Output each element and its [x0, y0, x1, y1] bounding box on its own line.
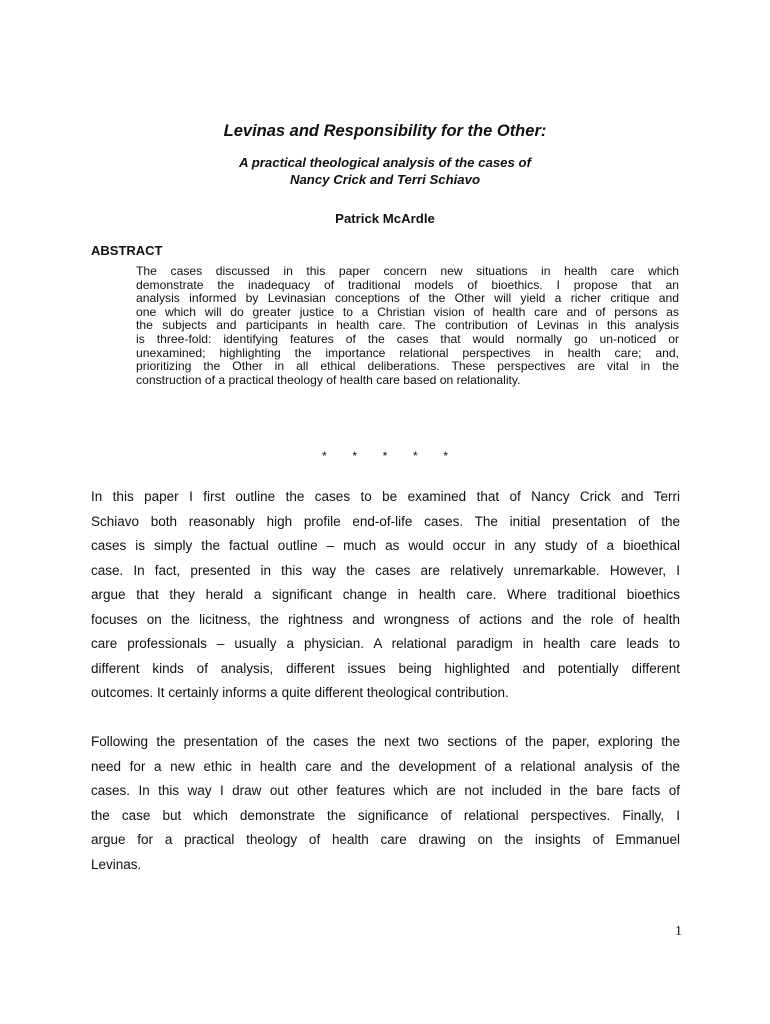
body-paragraph — [91, 730, 680, 877]
paragraph-line: Following the presentation of the cases the next two sections of the paper, exploring the — [91, 734, 680, 749]
author-name: Patrick McArdle — [335, 211, 435, 226]
paragraph-line: focuses on the licitness, the rightness and wrongness of actions and the role of health — [91, 611, 680, 627]
abstract-text — [136, 265, 679, 387]
paper-subtitle — [0, 154, 770, 188]
abstract-line: one which will do greater justice to a Christian vision of health care and of persons as — [136, 304, 679, 319]
paragraph-line: In this paper I first outline the cases to be examined that of Nancy Crick and Terri — [91, 489, 680, 504]
paragraph-line: care professionals – usually a physician. A relational paradigm in health care leads to — [91, 636, 680, 651]
abstract-line: demonstrate the inadequacy of traditional models of bioethics. I propose that an — [136, 277, 679, 292]
separator-asterisk: * — [413, 449, 418, 463]
paragraph-line: argue for a practical theology of health care drawing on the insights of Emmanuel — [91, 832, 680, 847]
paragraph-line: cases is simply the factual outline – much as would occur in any study of a bioethical — [91, 538, 680, 553]
paragraph-line: need for a new ethic in health care and the development of a relational analysis of the — [91, 758, 680, 774]
paragraph-line: the case but which demonstrate the significance of relational perspectives. Finally, I — [91, 807, 680, 823]
abstract-line: construction of a practical theology of health care based on relationality. — [136, 372, 521, 387]
abstract-line: prioritizing the Other in all ethical deliberations. These perspectives are vital in the — [136, 359, 679, 374]
separator-asterisk: * — [443, 449, 449, 463]
abstract-line: The cases discussed in this paper concern new situations in health care which — [136, 264, 679, 278]
section-separator — [0, 449, 770, 463]
abstract-heading: ABSTRACT — [91, 243, 163, 258]
paragraph-line: argue that they herald a significant change in health care. Where traditional bioethics — [91, 587, 680, 602]
abstract-line: is three-fold: identifying features of the cases that would normally go un-noticed or — [136, 331, 679, 346]
paragraph-line: different kinds of analysis, different issues being highlighted and potentially different — [91, 660, 680, 676]
body-paragraph — [91, 485, 680, 706]
separator-asterisk: * — [352, 449, 357, 463]
page-number: 1 — [675, 924, 682, 939]
abstract-line: the subjects and participants in health care. The contribution of Levinas in this analysis — [136, 318, 679, 333]
abstract-line: unexamined; highlighting the importance relational perspectives in health care; and, — [136, 345, 679, 360]
paragraph-line: Levinas. — [91, 856, 142, 872]
paragraph-line: outcomes. It certainly informs a quite different theological contribution. — [91, 685, 509, 700]
separator-asterisk: * — [321, 449, 327, 463]
paragraph-line: cases. In this way I draw out other features which are not included in the bare facts of — [91, 783, 680, 798]
paper-title: Levinas and Responsibility for the Other: — [223, 122, 547, 140]
abstract-line: analysis informed by Levinasian conceptions of the Other will yield a richer critique and — [136, 291, 679, 306]
paragraph-line: case. In fact, presented in this way the cases are relatively unremarkable. However, I — [91, 562, 680, 578]
separator-asterisk: * — [382, 449, 388, 463]
subtitle-line: A practical theological analysis of the cases of — [239, 155, 531, 170]
subtitle-line: Nancy Crick and Terri Schiavo — [289, 172, 481, 187]
paragraph-line: Schiavo both reasonably high profile end-of-life cases. The initial presentation of the — [91, 513, 680, 529]
